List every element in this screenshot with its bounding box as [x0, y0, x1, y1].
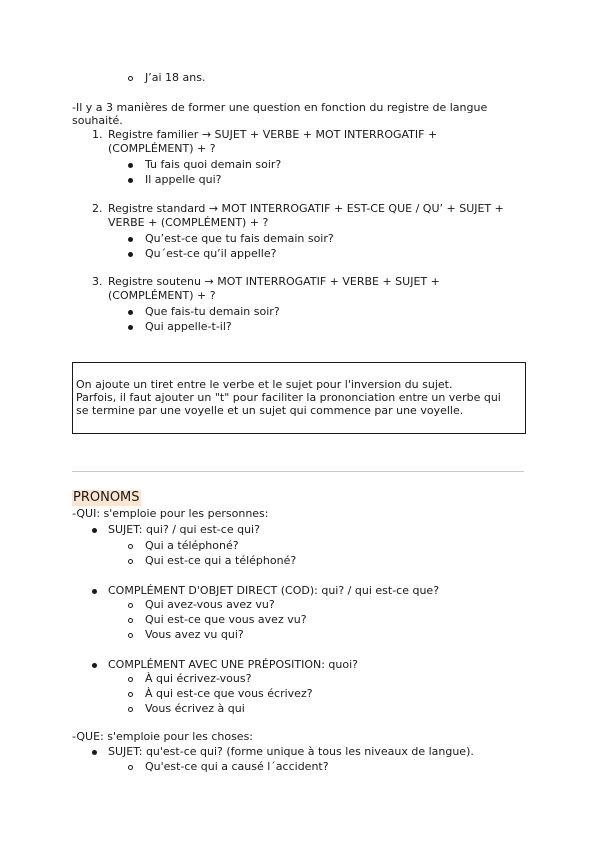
list-item: Qu´est-ce qu’il appelle? [145, 247, 277, 260]
list-item: COMPLÉMENT D'OBJET DIRECT (COD): qui? / qui est-ce que? [108, 584, 440, 597]
list-item: Vous écrivez à qui [145, 702, 245, 715]
list-item: Tu fais quoi demain soir? [145, 158, 282, 171]
list-item: SUJET: qu'est-ce qui? (forme unique à tous les niveaux de langue). [108, 745, 474, 758]
bullet-icon [92, 589, 97, 594]
que-intro: -QUE: s'emploie pour les choses: [72, 730, 254, 743]
bullet-icon [128, 310, 133, 315]
list-item: Qu’est-ce que tu fais demain soir? [145, 232, 334, 245]
section-heading: PRONOMS [73, 490, 140, 505]
list-item: Il appelle qui? [145, 173, 222, 186]
intro-text: souhaité. [72, 114, 123, 127]
bullet-hollow-icon [128, 765, 133, 770]
list-item: SUJET: qui? / qui est-ce qui? [108, 523, 260, 536]
bullet-hollow-icon [128, 76, 133, 81]
list-item: Qui a téléphoné? [145, 539, 239, 552]
bullet-hollow-icon [128, 677, 133, 682]
bullet-icon [128, 178, 133, 183]
list-item: Qui appelle-t-il? [145, 320, 232, 333]
bullet-icon [128, 325, 133, 330]
list-item: À qui est-ce que vous écrivez? [145, 687, 313, 700]
bullet-icon [128, 252, 133, 257]
divider [72, 471, 524, 472]
register-soutenu: (COMPLÉMENT) + ? [108, 289, 216, 302]
bullet-icon [92, 528, 97, 533]
note-text: On ajoute un tiret entre le verbe et le sujet pour l'inversion du sujet. [76, 378, 453, 391]
register-familier: Registre familier → SUJET + VERBE + MOT INTERROGATIF + [108, 128, 438, 141]
register-standard: VERBE + (COMPLÉMENT) + ? [108, 216, 269, 229]
qui-intro: -QUI: s'emploie pour les personnes: [72, 507, 269, 520]
note-text: Parfois, il faut ajouter un "t" pour faciliter la prononciation entre un verbe qui [76, 391, 501, 404]
list-number: 2. [92, 202, 103, 215]
intro-text: -Il y a 3 manières de former une question en fonction du registre de langue [72, 101, 488, 114]
list-item: À qui écrivez-vous? [145, 672, 252, 685]
list-item: Qui est-ce qui a téléphoné? [145, 554, 297, 567]
bullet-hollow-icon [128, 692, 133, 697]
register-standard: Registre standard → MOT INTERROGATIF + EST-CE QUE / QU’ + SUJET + [108, 202, 504, 215]
register-familier: (COMPLÉMENT) + ? [108, 142, 216, 155]
list-number: 1. [92, 128, 103, 141]
bullet-hollow-icon [128, 633, 133, 638]
bullet-icon [92, 750, 97, 755]
list-number: 3. [92, 275, 103, 288]
bullet-hollow-icon [128, 544, 133, 549]
bullet-hollow-icon [128, 707, 133, 712]
list-item: COMPLÉMENT AVEC UNE PRÉPOSITION: quoi? [108, 658, 359, 671]
bullet-icon [128, 163, 133, 168]
list-item: Qui avez-vous avez vu? [145, 598, 275, 611]
bullet-hollow-icon [128, 618, 133, 623]
note-text: se termine par une voyelle et un sujet qui commence par une voyelle. [76, 404, 464, 417]
bullet-hollow-icon [128, 559, 133, 564]
bullet-hollow-icon [128, 603, 133, 608]
list-item: J’ai 18 ans. [145, 71, 206, 84]
list-item: Qui est-ce que vous avez vu? [145, 613, 307, 626]
bullet-icon [92, 663, 97, 668]
list-item: Que fais-tu demain soir? [145, 305, 280, 318]
bullet-icon [128, 237, 133, 242]
list-item: Vous avez vu qui? [145, 628, 244, 641]
list-item: Qu'est-ce qui a causé l´accident? [145, 760, 329, 773]
register-soutenu: Registre soutenu → MOT INTERROGATIF + VERBE + SUJET + [108, 275, 440, 288]
